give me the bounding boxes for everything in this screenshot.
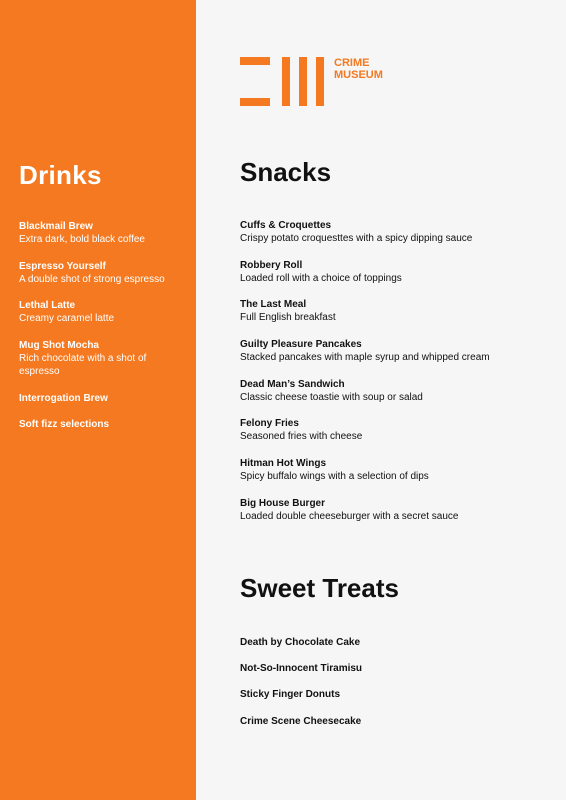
logo-line-2: MUSEUM [334,69,383,81]
logo-mark-bar [316,57,324,106]
snack-name: Cuffs & Croquettes [240,220,332,231]
snack-desc: Stacked pancakes with maple syrup and whipped cream [240,352,490,363]
logo-wordmark [334,57,414,81]
treat-name: Death by Chocolate Cake [240,637,361,648]
snack-desc: Crispy potato croquesttes with a spicy dipping sauce [240,233,473,244]
drink-item [19,220,189,246]
snack-name: Felony Fries [240,418,299,429]
snack-name: Dead Man’s Sandwich [240,379,345,390]
sweet-treats-title: Sweet Treats [240,573,399,603]
drinks-title: Drinks [19,160,102,190]
snack-item [240,378,550,404]
snack-item [240,338,550,364]
drink-name: Lethal Latte [19,300,76,311]
snack-name: Big House Burger [240,498,326,509]
drink-desc: Creamy caramel latte [19,313,115,324]
snack-name: Guilty Pleasure Pancakes [240,339,362,350]
snack-item [240,219,550,245]
snacks-title: Snacks [240,157,332,187]
snack-item [240,457,550,483]
drink-name: Espresso Yourself [19,261,106,272]
snack-item [240,417,550,443]
treat-item [240,715,550,728]
snack-item [240,298,550,324]
treat-name: Not-So-Innocent Tiramisu [240,663,363,674]
drink-desc: Rich chocolate with a shot of espresso [19,353,147,377]
drink-name: Mug Shot Mocha [19,340,99,351]
logo-line-1: CRIME [334,57,370,69]
drink-item [19,392,189,405]
snack-desc: Spicy buffalo wings with a selection of dips [240,471,429,482]
drink-item [19,339,189,378]
drink-name: Soft fizz selections [19,419,110,430]
snack-name: The Last Meal [240,299,307,310]
drink-item [19,299,189,325]
logo-mark-bar [240,57,270,65]
snack-desc: Full English breakfast [240,312,336,323]
snack-item [240,497,550,523]
drink-item [19,418,189,431]
snack-item [240,259,550,285]
snack-desc: Classic cheese toastie with soup or salad [240,392,423,403]
drink-name: Blackmail Brew [19,221,93,232]
treat-item [240,662,550,675]
snack-desc: Seasoned fries with cheese [240,431,363,442]
logo-mark-bar [299,57,307,106]
treat-item [240,688,550,701]
drink-desc: Extra dark, bold black coffee [19,234,145,245]
snack-name: Hitman Hot Wings [240,458,327,469]
snack-desc: Loaded double cheeseburger with a secret sauce [240,511,459,522]
drink-item [19,260,189,286]
logo-mark-bar [240,98,270,106]
snack-name: Robbery Roll [240,260,303,271]
drink-desc: A double shot of strong espresso [19,274,165,285]
logo-mark-bar [282,57,290,106]
drink-name: Interrogation Brew [19,393,108,404]
snack-desc: Loaded roll with a choice of toppings [240,273,402,284]
treat-name: Sticky Finger Donuts [240,689,341,700]
treat-item [240,636,550,649]
treat-name: Crime Scene Cheesecake [240,716,362,727]
drinks-panel [0,0,196,800]
